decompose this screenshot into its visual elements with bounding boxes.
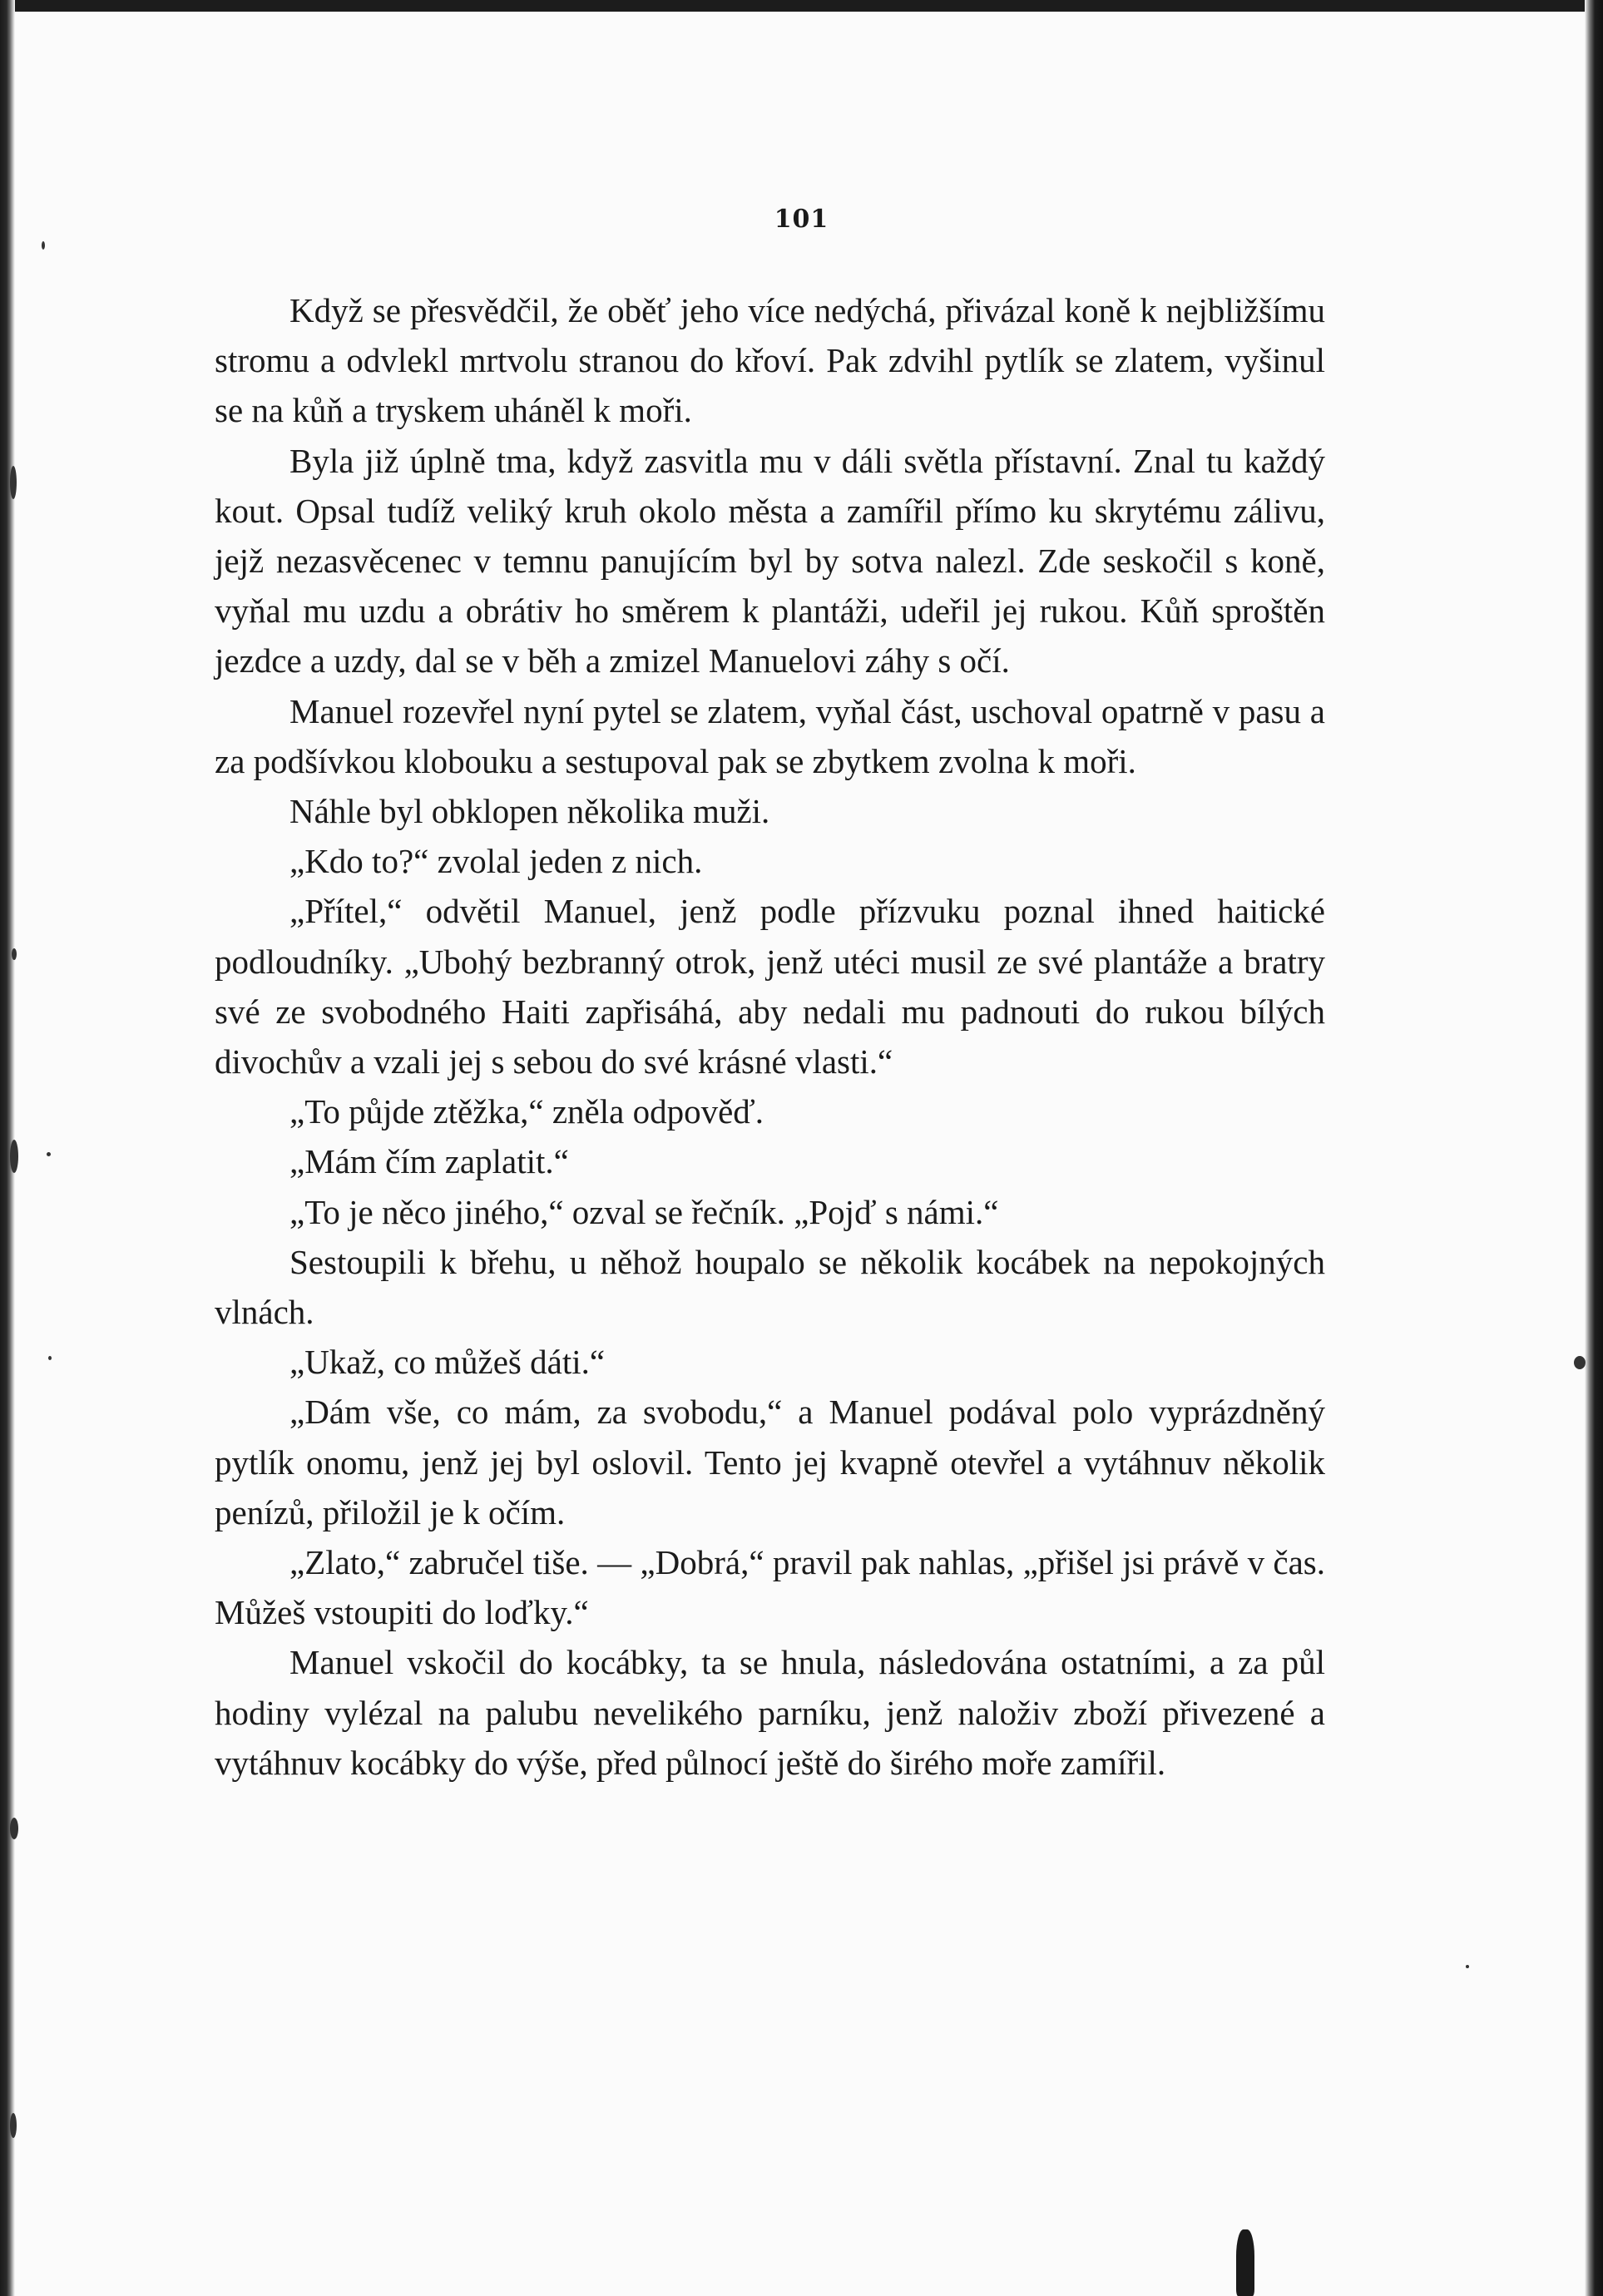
page-body-text: [215, 285, 1325, 1788]
scan-speck: [42, 241, 45, 250]
scan-speck: [12, 948, 17, 960]
scan-speck: [47, 1152, 51, 1156]
scan-speck: [48, 1356, 52, 1360]
paragraph: Manuel vskočil do kocábky, ta se hnula, následována ostatními, a za půl hodiny vylézal na palubu nevelikého parníku, jenž naloživ zboží přivezené a vytáhnuv kocábky do výše, před půlnocí ještě do širého moře zamířil.: [215, 1643, 1325, 1782]
scan-speck: [10, 1140, 18, 1173]
scan-right-border: [1585, 0, 1603, 2296]
scan-speck: [1574, 1356, 1586, 1369]
page-number: 101: [774, 205, 829, 234]
paragraph: „To je něco jiného,“ ozval se řečník. „Pojď s námi.“: [289, 1192, 999, 1231]
paragraph: Když se přesvědčil, že oběť jeho více nedýchá, přivázal koně k nejbližšímu stromu a odvlekl mrtvolu stranou do křoví. Pak zdvihl pytlík se zlatem, vyšinul se na kůň a tryskem uháněl k moři.: [215, 291, 1325, 430]
paragraph: Náhle byl obklopen několika muži.: [289, 792, 770, 831]
scan-speck: [1466, 1965, 1469, 1968]
scan-speck: [10, 2113, 17, 2138]
paragraph: „Zlato,“ zabručel tiše. — „Dobrá,“ pravil pak nahlas, „přišel jsi právě v čas. Můžeš vstoupiti do loďky.“: [215, 1543, 1325, 1632]
scan-speck: [10, 466, 17, 499]
paragraph: Sestoupili k břehu, u něhož houpalo se několik kocábek na nepokojných vlnách.: [215, 1242, 1325, 1332]
paragraph: Manuel rozevřel nyní pytel se zlatem, vyňal část, uschoval opatrně v pasu a za podšívkou klobouku a sestupoval pak se zbytkem zvolna k moři.: [215, 691, 1325, 780]
scan-top-border: [0, 0, 1603, 12]
paragraph: „Přítel,“ odvětil Manuel, jenž podle přízvuku poznal ihned haitické podloudníky. „Ubohý bezbranný otrok, jenž utéci musil ze své plantáže a bratry své ze svobodného Haiti zapřisáhá, aby nedali mu padnouti do rukou bílých divochův a vzali jej s sebou do své krásné vlasti.“: [215, 892, 1325, 1081]
scan-bottom-blot: [1236, 2229, 1254, 2296]
paragraph: Byla již úplně tma, když zasvitla mu v dáli světla přístavní. Znal tu každý kout. Opsal tudíž veliký kruh okolo města a zamířil přímo ku skrytému zálivu, jejž nezasvěcenec v temnu panujícím byl by sotva nalezl. Zde seskočil s koně, vyňal mu uzdu a obrátiv ho směrem k plantáži, udeřil jej rukou. Kůň sproštěn jezdce a uzdy, dal se v běh a zmizel Manuelovi záhy s očí.: [215, 441, 1325, 680]
paragraph: „Mám čím zaplatit.“: [289, 1142, 569, 1181]
paragraph: „To půjde ztěžka,“ zněla odpověď.: [289, 1092, 764, 1131]
paragraph: „Ukaž, co můžeš dáti.“: [289, 1343, 606, 1382]
paragraph: „Dám vše, co mám, za svobodu,“ a Manuel podával polo vyprázdněný pytlík onomu, jenž jej byl oslovil. Tento jej kvapně otevřel a vytáhnuv několik penízů, přiložil je k očím.: [215, 1393, 1325, 1531]
paragraph: „Kdo to?“ zvolal jeden z nich.: [289, 842, 703, 881]
scan-speck: [10, 1818, 18, 1839]
